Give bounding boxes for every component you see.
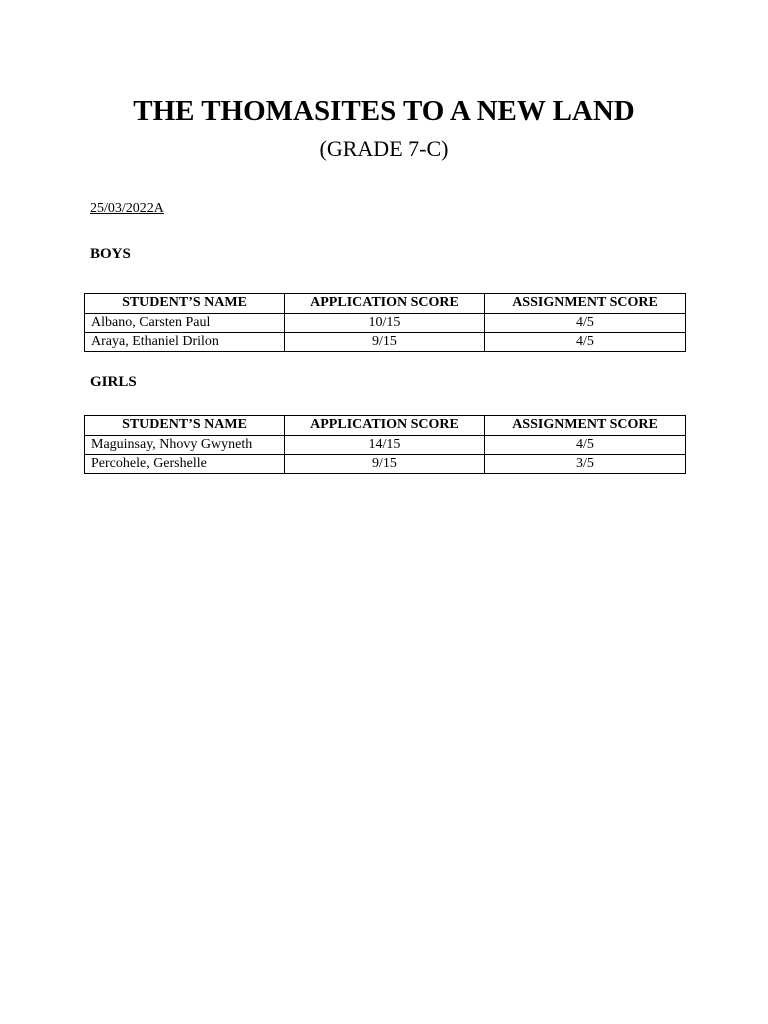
application-score-cell: 10/15 xyxy=(285,314,485,333)
column-header-student-name: STUDENT’S NAME xyxy=(85,294,285,314)
assignment-score-cell: 4/5 xyxy=(485,314,686,333)
student-name-cell: Araya, Ethaniel Drilon xyxy=(85,333,285,352)
assignment-score-cell: 4/5 xyxy=(485,436,686,455)
table-header-row xyxy=(85,416,686,436)
application-score-cell: 14/15 xyxy=(285,436,485,455)
boys-section-label: BOYS xyxy=(90,246,131,262)
student-name-cell: Percohele, Gershelle xyxy=(85,455,285,474)
girls-score-table xyxy=(84,415,686,474)
application-score-cell: 9/15 xyxy=(285,455,485,474)
column-header-student-name: STUDENT’S NAME xyxy=(85,416,285,436)
column-header-application-score: APPLICATION SCORE xyxy=(285,416,485,436)
student-name-cell: Maguinsay, Nhovy Gwyneth xyxy=(85,436,285,455)
column-header-application-score: APPLICATION SCORE xyxy=(285,294,485,314)
table-row xyxy=(85,333,686,352)
application-score-cell: 9/15 xyxy=(285,333,485,352)
assignment-score-cell: 4/5 xyxy=(485,333,686,352)
document-subtitle: (GRADE 7-C) xyxy=(319,136,449,161)
document-date: 25/03/2022A xyxy=(90,201,164,216)
document-title: THE THOMASITES TO A NEW LAND xyxy=(133,95,635,127)
column-header-assignment-score: ASSIGNMENT SCORE xyxy=(485,294,686,314)
table-header-row xyxy=(85,294,686,314)
girls-section-label: GIRLS xyxy=(90,374,137,390)
student-name-cell: Albano, Carsten Paul xyxy=(85,314,285,333)
table-row xyxy=(85,314,686,333)
boys-score-table xyxy=(84,293,686,352)
table-row xyxy=(85,455,686,474)
table-row xyxy=(85,436,686,455)
column-header-assignment-score: ASSIGNMENT SCORE xyxy=(485,416,686,436)
assignment-score-cell: 3/5 xyxy=(485,455,686,474)
